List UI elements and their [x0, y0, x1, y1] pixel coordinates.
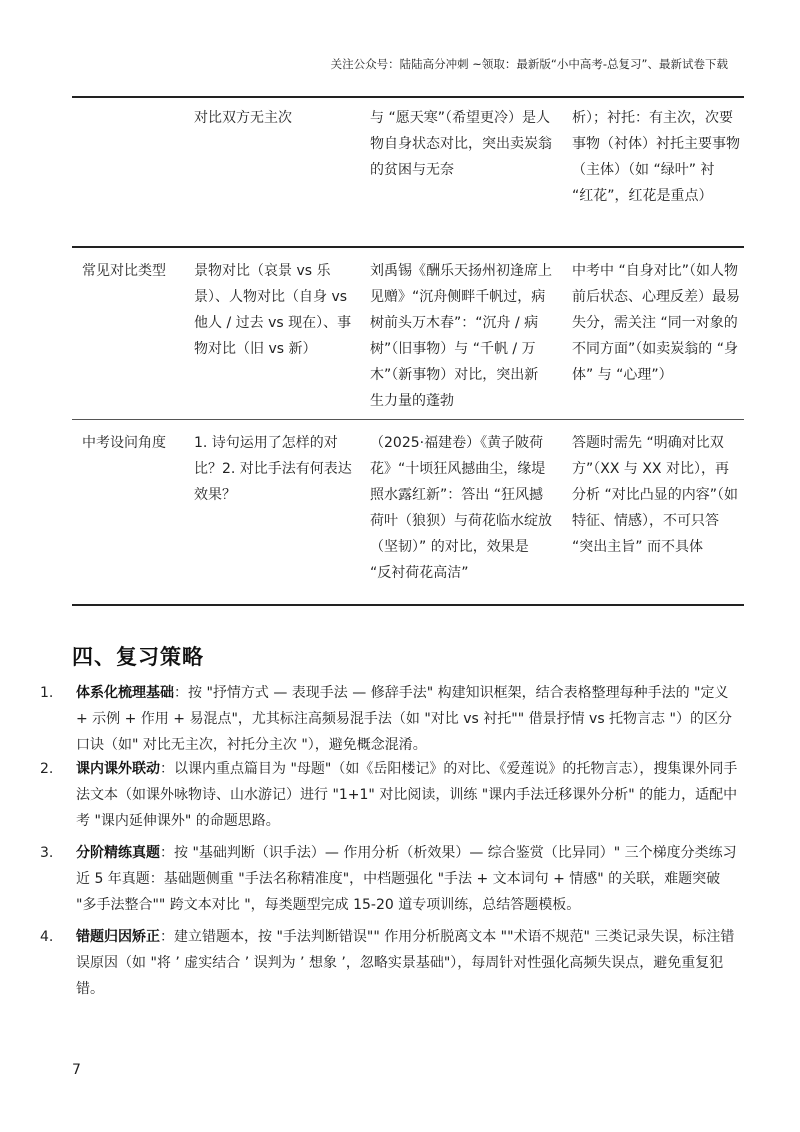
list-item: [40, 680, 740, 756]
row-definition: 景物对比（哀景 vs 乐景）、人物对比（自身 vs 他人 / 过去 vs 现在）、事物对比（旧 vs 新）: [194, 263, 352, 357]
list-item-text: ：按 "抒情方式 — 表现手法 — 修辞手法" 构建知识框架，结合表格整理每种手法的 "定义 + 示例 + 作用 + 易混点"，尤其标注高频易混手法（如 "对比 vs 衬托"" 借景抒情 vs 托物言志 "）的区分口诀（如" 对比无主次，衬托分主次 "），避免概念混淆。: [76, 685, 732, 753]
row-definition: 对比双方无主次: [194, 110, 292, 126]
row-tips: 析）；衬托：有主次，次要事物（衬体）衬托主要事物（主体）（如 “绿叶” 衬 “红花”，红花是重点）: [572, 110, 740, 204]
row-category: 常见对比类型: [82, 263, 166, 279]
list-item-text: ：以课内重点篇目为 "母题"（如《岳阳楼记》的对比、《爱莲说》的托物言志），搜集课外同手法文本（如课外咏物诗、山水游记）进行 "1+1" 对比阅读，训练 "课内手法迁移课外分析" 的能力，适配中考 "课内延伸课外" 的命题思路。: [76, 761, 738, 829]
row-definition: 1. 诗句运用了怎样的对比？2. 对比手法有何表达效果？: [194, 435, 352, 503]
section-title: 四、复习策略: [72, 645, 204, 669]
technique-table: [72, 96, 744, 606]
row-tips: 答题时需先 “明确对比双方”（XX 与 XX 对比），再分析 “对比凸显的内容”（如特征、情感），不可只答 “突出主旨” 而不具体: [572, 435, 738, 555]
list-item-number: 4.: [40, 929, 54, 945]
list-item-text: ：建立错题本，按 "手法判断错误"" 作用分析脱离文本 ""术语不规范" 三类记录失误，标注错误原因（如 "将 ’ 虚实结合 ’ 误判为 ’ 想象 ’，忽略实景基础"），每周针对性强化高频失误点，避免重复犯错。: [76, 929, 735, 997]
list-item-number: 1.: [40, 685, 54, 701]
list-item-heading: 体系化梳理基础: [76, 685, 174, 701]
row-tips: 中考中 “自身对比”（如人物前后状态、心理反差）最易失分，需关注 “同一对象的不同方面”（如卖炭翁的 “身体” 与 “心理”）: [572, 263, 740, 383]
row-category: 中考设问角度: [82, 435, 166, 451]
list-item-heading: 错题归因矫正: [76, 929, 160, 945]
list-item: [40, 840, 740, 924]
table-row: [72, 420, 744, 606]
list-item-text: ：按 "基础判断（识手法）— 作用分析（析效果）— 综合鉴赏（比异同）" 三个梯度分类练习近 5 年真题：基础题侧重 "手法名称精准度"，中档题强化 "手法 + 文本词句 + 情感" 的关联，难题突破 "多手法整合"" 跨文本对比 "，每类题型完成 15-20 道专项训练，总结答题模板。: [76, 845, 737, 913]
page-number: 7: [72, 1062, 81, 1078]
list-item-heading: 课内课外联动: [76, 761, 160, 777]
row-category: [72, 96, 180, 247]
list-item-number: 3.: [40, 845, 54, 861]
table-row: [72, 96, 744, 247]
row-example: 与 “愿天寒”（希望更冷）是人物自身状态对比，突出卖炭翁的贫困与无奈: [370, 110, 552, 178]
row-example: 刘禹锡《酬乐天扬州初逢席上见赠》“沉舟侧畔千帆过，病树前头万木春”：“沉舟 / 病树”（旧事物）与 “千帆 / 万木”（新事物）对比，突出新生力量的蓬勃: [370, 263, 552, 409]
table-row: [72, 247, 744, 420]
list-item: [40, 924, 740, 1002]
list-item-heading: 分阶精练真题: [76, 845, 160, 861]
row-example: （2025·福建卷）《黄子陂荷花》“十顷狂风撼曲尘，缘堤照水露红新”：答出 “狂风撼荷叶（狼狈）与荷花临水绽放（坚韧）” 的对比，效果是 “反衬荷花高洁”: [370, 435, 552, 581]
header-promo-note: 关注公众号：陆陆高分冲刺 ~领取：最新版“小中高考-总复习”、最新试卷下载: [330, 57, 728, 71]
list-item-number: 2.: [40, 761, 54, 777]
strategy-list: [40, 680, 740, 1002]
list-item: [40, 756, 740, 840]
